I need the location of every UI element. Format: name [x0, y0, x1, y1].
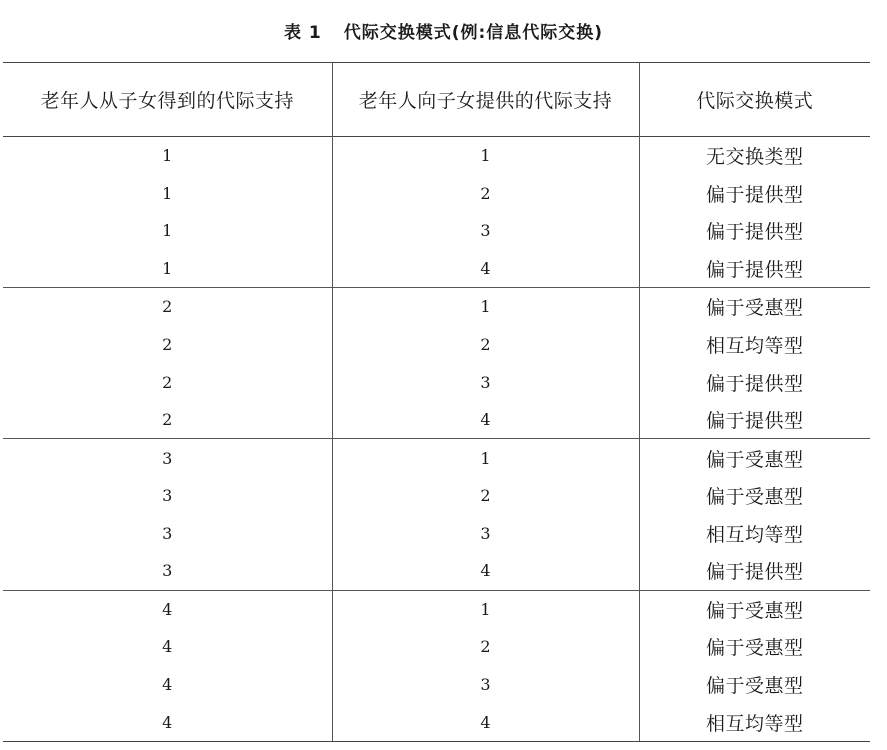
table-body: [3, 137, 870, 742]
cell-provided-support: 3: [332, 363, 639, 401]
cell-exchange-mode: 相互均等型: [639, 703, 870, 741]
cell-provided-support: 1: [332, 288, 639, 326]
cell-received-support: 3: [162, 448, 173, 468]
column-header-received-support: 老年人从子女得到的代际支持: [40, 90, 294, 112]
cell-received-support: 1: [162, 221, 173, 241]
table-row: [3, 477, 870, 515]
exchange-mode-table: [3, 62, 870, 742]
cell-received-support: 3: [162, 486, 173, 506]
table-header-row: [3, 63, 870, 137]
cell-provided-support: 2: [332, 477, 639, 515]
cell-exchange-mode: 偏于受惠型: [639, 628, 870, 666]
table-row: [3, 174, 870, 212]
cell-exchange-mode: 相互均等型: [639, 514, 870, 552]
cell-provided-support: 4: [332, 250, 639, 288]
table-row: [3, 401, 870, 439]
cell-received-support: 2: [162, 372, 173, 392]
cell-exchange-mode: 偏于受惠型: [639, 439, 870, 477]
table-row: [3, 137, 870, 175]
cell-provided-support: 3: [332, 514, 639, 552]
cell-received-support: 2: [162, 334, 173, 354]
cell-received-support: 4: [162, 675, 173, 695]
column-header-exchange-mode: 代际交换模式: [639, 63, 870, 137]
table-row: [3, 666, 870, 704]
cell-received-support: 3: [162, 523, 173, 543]
table-title: 代际交换模式(例:信息代际交换): [343, 23, 604, 43]
table-row: [3, 552, 870, 590]
table-row: [3, 439, 870, 477]
cell-exchange-mode: 偏于提供型: [639, 401, 870, 439]
cell-provided-support: 4: [332, 703, 639, 741]
cell-provided-support: 1: [332, 439, 639, 477]
cell-received-support: 1: [162, 183, 173, 203]
cell-provided-support: 4: [332, 552, 639, 590]
cell-received-support: 1: [3, 250, 332, 288]
cell-exchange-mode: 偏于提供型: [639, 250, 870, 288]
table-row: [3, 363, 870, 401]
cell-provided-support: 1: [332, 137, 639, 175]
cell-provided-support: 3: [332, 212, 639, 250]
cell-provided-support: 2: [332, 325, 639, 363]
table-row: [3, 590, 870, 628]
cell-received-support: 2: [3, 401, 332, 439]
cell-provided-support: 2: [332, 174, 639, 212]
table-caption: [0, 18, 887, 43]
cell-exchange-mode: 无交换类型: [639, 137, 870, 175]
cell-exchange-mode: 相互均等型: [639, 325, 870, 363]
cell-exchange-mode: 偏于提供型: [639, 552, 870, 590]
table-row: [3, 703, 870, 741]
cell-received-support: 2: [162, 297, 173, 317]
cell-exchange-mode: 偏于提供型: [639, 174, 870, 212]
table-row: [3, 250, 870, 288]
cell-provided-support: 2: [332, 628, 639, 666]
cell-exchange-mode: 偏于受惠型: [639, 477, 870, 515]
cell-received-support: 4: [162, 637, 173, 657]
cell-received-support: 3: [3, 552, 332, 590]
cell-received-support: 4: [162, 599, 173, 619]
table-row: [3, 212, 870, 250]
cell-received-support: 1: [162, 146, 173, 166]
table-row: [3, 325, 870, 363]
cell-provided-support: 1: [332, 590, 639, 628]
cell-exchange-mode: 偏于受惠型: [639, 666, 870, 704]
cell-exchange-mode: 偏于提供型: [639, 212, 870, 250]
cell-exchange-mode: 偏于受惠型: [639, 590, 870, 628]
cell-exchange-mode: 偏于受惠型: [639, 288, 870, 326]
cell-received-support: 4: [3, 703, 332, 741]
table-number: 表 1: [283, 23, 322, 43]
table-row: [3, 288, 870, 326]
table-row: [3, 628, 870, 666]
cell-provided-support: 3: [332, 666, 639, 704]
table-row: [3, 514, 870, 552]
cell-provided-support: 4: [332, 401, 639, 439]
cell-exchange-mode: 偏于提供型: [639, 363, 870, 401]
column-header-provided-support: 老年人向子女提供的代际支持: [332, 63, 639, 137]
